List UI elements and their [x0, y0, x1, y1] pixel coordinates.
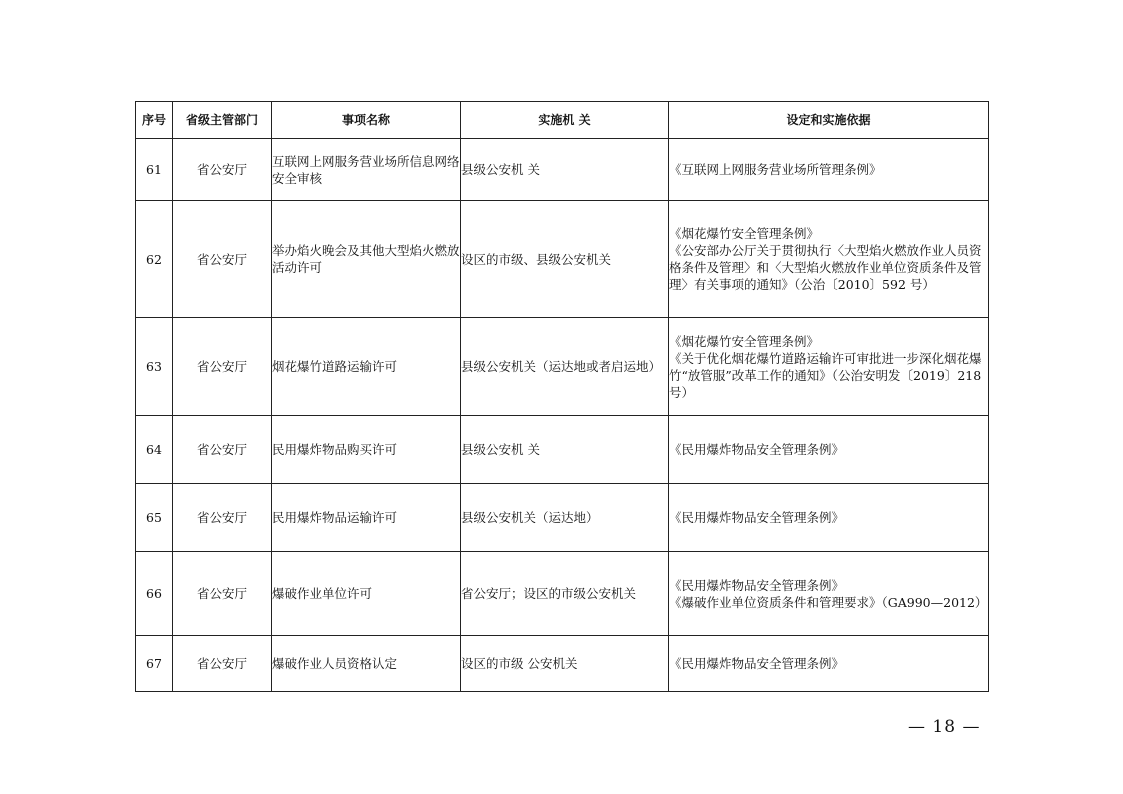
row-num: 67 [136, 636, 173, 692]
row-agency: 省公安厅；设区的市级公安机关 [461, 552, 669, 636]
basis-line: 《公安部办公厅关于贯彻执行〈大型焰火燃放作业人员资格条件及管理〉和〈大型焰火燃放作业单位资质条件及管理〉有关事项的通知》（公治〔2010〕592 号） [669, 243, 982, 292]
row-basis [669, 484, 989, 552]
basis-line: 《烟花爆竹安全管理条例》 [669, 333, 820, 349]
row-item: 烟花爆竹道路运输许可 [272, 318, 461, 416]
row-item: 民用爆炸物品购买许可 [272, 416, 461, 484]
row-dept: 省公安厅 [173, 139, 272, 201]
row-dept: 省公安厅 [173, 484, 272, 552]
row-item: 爆破作业人员资格认定 [272, 636, 461, 692]
row-num: 61 [136, 139, 173, 201]
table-row [136, 318, 989, 416]
header-num: 序号 [136, 102, 173, 139]
table-row [136, 484, 989, 552]
page-number: — 18 — [908, 717, 981, 737]
row-basis [669, 416, 989, 484]
row-basis [669, 201, 989, 318]
row-item: 爆破作业单位许可 [272, 552, 461, 636]
row-agency: 设区的市级 公安机关 [461, 636, 669, 692]
basis-line: 《关于优化烟花爆竹道路运输许可审批进一步深化烟花爆竹“放管服”改革工作的通知》（公治安明发〔2019〕218 号） [669, 350, 982, 400]
row-item: 民用爆炸物品运输许可 [272, 484, 461, 552]
row-item: 举办焰火晚会及其他大型焰火燃放活动许可 [272, 201, 461, 318]
row-dept: 省公安厅 [173, 416, 272, 484]
header-agency: 实施机 关 [461, 102, 669, 139]
row-agency: 县级公安机 关 [461, 416, 669, 484]
row-basis [669, 139, 989, 201]
permit-table [135, 101, 989, 692]
table-row [136, 416, 989, 484]
row-dept: 省公安厅 [173, 201, 272, 318]
header-basis: 设定和实施依据 [669, 102, 989, 139]
row-agency: 设区的市级、县级公安机关 [461, 201, 669, 318]
header-item: 事项名称 [272, 102, 461, 139]
header-dept: 省级主管部门 [173, 102, 272, 139]
table-header-row [136, 102, 989, 139]
row-num: 64 [136, 416, 173, 484]
row-dept: 省公安厅 [173, 318, 272, 416]
basis-line: 《民用爆炸物品安全管理条例》 [669, 442, 845, 457]
row-agency: 县级公安机 关 [461, 139, 669, 201]
row-basis [669, 636, 989, 692]
row-num: 65 [136, 484, 173, 552]
basis-line: 《烟花爆竹安全管理条例》 [669, 226, 820, 241]
basis-line: 《爆破作业单位资质条件和管理要求》（GA990—2012） [669, 594, 988, 610]
row-num: 63 [136, 318, 173, 416]
table-row [136, 552, 989, 636]
row-dept: 省公安厅 [173, 636, 272, 692]
row-item: 互联网上网服务营业场所信息网络安全审核 [272, 139, 461, 201]
row-agency: 县级公安机关（运达地或者启运地） [461, 318, 669, 416]
table-row [136, 139, 989, 201]
basis-line: 《互联网上网服务营业场所管理条例》 [669, 162, 882, 177]
basis-line: 《民用爆炸物品安全管理条例》 [669, 656, 845, 671]
basis-line: 《民用爆炸物品安全管理条例》 [669, 510, 845, 525]
table-row [136, 201, 989, 318]
row-agency: 县级公安机关（运达地） [461, 484, 669, 552]
row-basis [669, 552, 989, 636]
row-dept: 省公安厅 [173, 552, 272, 636]
row-num: 62 [136, 201, 173, 318]
row-basis [669, 318, 989, 416]
basis-line: 《民用爆炸物品安全管理条例》 [669, 577, 845, 593]
table-row [136, 636, 989, 692]
row-num: 66 [136, 552, 173, 636]
